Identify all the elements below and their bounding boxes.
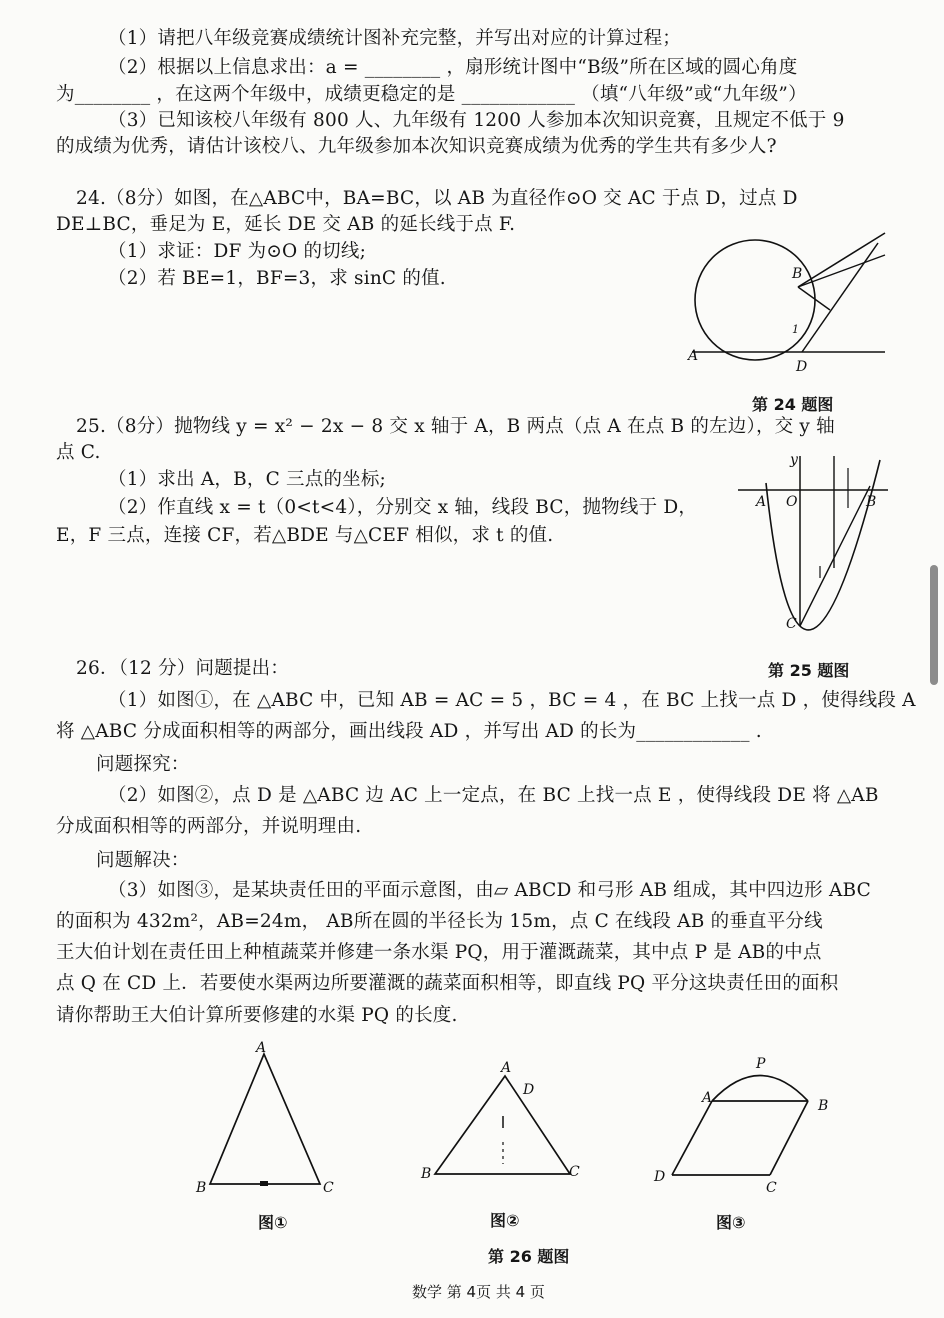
q25-stem-cont: 点 C. — [56, 442, 101, 463]
fig25-label-y: y — [790, 452, 798, 468]
fig1-triangle — [210, 1054, 320, 1184]
fig3-label-d: D — [654, 1169, 666, 1185]
fig26-1-caption: 图① — [258, 1213, 288, 1232]
figure-26-2 — [415, 1056, 590, 1191]
fig24-mark: 1 — [792, 323, 799, 336]
fig3-label-c: C — [766, 1180, 777, 1196]
q26-part3-line3: 王大伯计划在责任田上种植蔬菜并修建一条水渠 PQ，用于灌溉蔬菜，其中点 P 是 AB的中点 — [56, 942, 822, 963]
q25-part2-cont: E，F 三点，连接 CF，若△BDE 与△CEF 相似，求 t 的值. — [56, 525, 554, 546]
fig1-label-c: C — [323, 1180, 334, 1196]
figure-24 — [680, 225, 890, 390]
q26-part1: （1）如图①，在 △ABC 中，已知 AB = AC = 5 ，BC = 4 ，在 BC 上找一点 D ，使得线段 A — [108, 690, 916, 711]
page-footer: 数学 第 4页 共 4 页 — [412, 1283, 545, 1301]
q24-stem: 24.（8分）如图，在△ABC中，BA=BC，以 AB 为直径作⊙O 交 AC 于点 D，过点 D — [76, 188, 798, 209]
fig24-label-a: A — [688, 348, 699, 364]
q25-stem: 25.（8分）抛物线 y = x² − 2x − 8 交 x 轴于 A，B 两点（点 A 在点 B 的左边），交 y 轴 — [76, 416, 835, 437]
q23-part2-cont: 为________ ，在这两个年级中，成绩更稳定的是 ____________ （填“八年级”或“九年级”） — [56, 84, 807, 105]
fig24-label-b: B — [792, 266, 803, 282]
fig3-label-a: A — [702, 1090, 713, 1106]
figure-26-3 — [648, 1050, 843, 1200]
fig25-label-a: A — [756, 494, 767, 510]
q26-solve-heading: 问题解决： — [96, 850, 190, 871]
q26-part3-line5: 请你帮助王大伯计算所要修建的水渠 PQ 的长度. — [56, 1005, 458, 1026]
fig24-caption: 第 24 题图 — [752, 395, 834, 414]
fig2-label-b: B — [421, 1166, 432, 1182]
q25-part1: （1）求出 A，B，C 三点的坐标; — [108, 469, 386, 490]
scrollbar[interactable] — [930, 565, 938, 685]
q23-part1: （1）请把八年级竞赛成绩统计图补充完整，并写出对应的计算过程； — [108, 28, 681, 49]
q25-part2: （2）作直线 x = t（0<t<4），分别交 x 轴，线段 BC，抛物线于 D， — [108, 497, 698, 518]
q23-part3: （3）已知该校八年级有 800 人、九年级有 1200 人参加本次知识竞赛，且规定不低于 9 — [108, 110, 845, 131]
fig24-label-d: D — [796, 359, 808, 375]
fig26-caption: 第 26 题图 — [488, 1247, 570, 1266]
fig3-label-b: B — [818, 1098, 829, 1114]
fig24-circle — [695, 240, 815, 360]
fig25-label-o: O — [786, 494, 798, 510]
figure-26-1 — [190, 1036, 345, 1201]
fig3-side-bc — [770, 1101, 808, 1175]
fig1-mark — [260, 1181, 268, 1186]
fig2-label-d: D — [523, 1082, 535, 1098]
figure-25 — [738, 448, 888, 638]
fig26-3-caption: 图③ — [716, 1213, 746, 1232]
q26-part3-line4: 点 Q 在 CD 上．若要使水渠两边所要灌溉的蔬菜面积相等，即直线 PQ 平分这块责任田的面积 — [56, 973, 839, 994]
q26-heading: 26．（12 分）问题提出： — [76, 658, 290, 679]
q26-explore-heading: 问题探究： — [96, 754, 190, 775]
fig25-label-c: C — [786, 616, 797, 632]
q24-part1: （1）求证：DF 为⊙O 的切线; — [108, 241, 367, 262]
fig2-label-a: A — [501, 1060, 512, 1076]
fig1-label-b: B — [196, 1180, 207, 1196]
q24-stem-cont: DE⊥BC，垂足为 E，延长 DE 交 AB 的延长线于点 F. — [56, 214, 516, 235]
fig3-label-p: P — [756, 1056, 766, 1072]
fig25-parabola — [766, 460, 880, 630]
q26-part2-cont: 分成面积相等的两部分，并说明理由. — [56, 816, 362, 837]
fig1-label-a: A — [256, 1040, 267, 1056]
q23-part2: （2）根据以上信息求出：a = ________ ，扇形统计图中“B级”所在区域的圆心角度 — [108, 57, 798, 78]
q26-part3: （3）如图③，是某块责任田的平面示意图，由▱ ABCD 和弓形 AB 组成，其中四边形 ABC — [108, 880, 871, 901]
fig25-caption: 第 25 题图 — [768, 661, 850, 680]
fig3-side-ad — [672, 1101, 712, 1175]
q24-part2: （2）若 BE=1，BF=3，求 sinC 的值. — [108, 268, 446, 289]
fig2-label-c: C — [569, 1164, 580, 1180]
q26-part1-cont: 将 △ABC 分成面积相等的两部分，画出线段 AD ，并写出 AD 的长为____________ . — [56, 721, 762, 742]
fig26-2-caption: 图② — [490, 1211, 520, 1230]
q26-part3-line2: 的面积为 432m²，AB=24m， AB所在圆的半径长为 15m，点 C 在线段 AB 的垂直平分线 — [56, 911, 823, 932]
fig25-line-bc — [800, 486, 870, 626]
fig25-label-b: B — [866, 494, 877, 510]
q26-part2: （2）如图②，点 D 是 △ABC 边 AC 上一定点，在 BC 上找一点 E ，使得线段 DE 将 △AB — [108, 785, 879, 806]
fig3-arc — [712, 1076, 808, 1102]
q23-part3-cont: 的成绩为优秀，请估计该校八、九年级参加本次知识竞赛成绩为优秀的学生共有多少人? — [56, 136, 777, 157]
